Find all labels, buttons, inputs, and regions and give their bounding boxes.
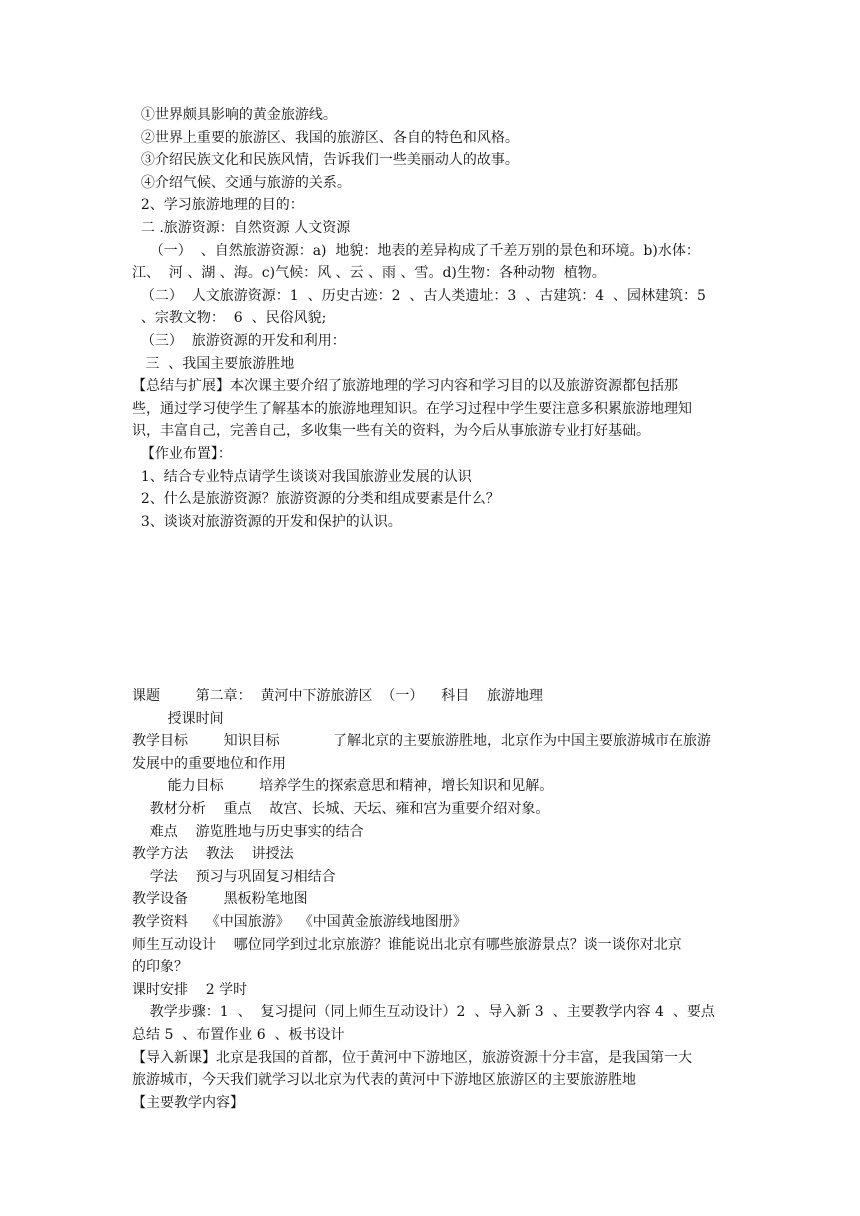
text-line: ④介绍气候、交通与旅游的关系。	[132, 174, 351, 191]
text-line: 教学资料 《中国旅游》 《中国黄金旅游线地图册》	[132, 913, 467, 930]
homework-heading: 【作业布置】：	[132, 445, 232, 462]
main-content-heading: 【主要教学内容】	[132, 1094, 244, 1111]
text-line: 授课时间	[132, 710, 224, 727]
homework-item: 1、结合专业特点请学生谈谈对我国旅游业发展的认识	[132, 468, 472, 485]
text-line: 总结 5 、布置作业 6 、板书设计	[132, 1026, 345, 1043]
text-line: 旅游城市，今天我们就学习以北京为代表的黄河中下游地区旅游区的主要旅游胜地	[132, 1072, 636, 1089]
lesson-content-top	[132, 104, 732, 533]
text-line: 课时安排 2 学时	[132, 981, 248, 998]
text-line: 些，通过学习使学生了解基本的旅游地理知识。在学习过程中学生要注意多积累旅游地理知	[132, 400, 692, 417]
text-line: 难点 游览胜地与历史事实的结合	[132, 823, 364, 840]
text-line: （一） 、自然旅游资源：a) 地貌：地表的差异构成了千差万别的景色和环境。b)水体：	[132, 242, 700, 259]
text-line: （二） 人文旅游资源：1 、历史古迹：2 、古人类遗址：3 、古建筑：4 、园林建筑：5	[132, 287, 706, 304]
text-line: 发展中的重要地位和作用	[132, 755, 286, 772]
text-line: 教学目标 知识目标 了解北京的主要旅游胜地，北京作为中国主要旅游城市在旅游	[132, 733, 712, 750]
text-line: 教学方法 教法 讲授法	[132, 846, 294, 863]
text-line: 二 .旅游资源：自然资源 人文资源	[132, 219, 351, 236]
summary-heading-line: 【总结与扩展】本次课主要介绍了旅游地理的学习内容和学习目的以及旅游资源都包括那	[132, 378, 678, 395]
text-line: 2、学习旅游地理的目的：	[132, 197, 304, 214]
text-line: 教学设备 黑板粉笔地图	[132, 891, 308, 908]
text-line: 三 、我国主要旅游胜地	[132, 355, 295, 372]
lesson-plan-bottom	[132, 685, 732, 1114]
homework-item: 2、什么是旅游资源？旅游资源的分类和组成要素是什么？	[132, 491, 500, 508]
text-line: （三） 旅游资源的开发和利用：	[132, 332, 346, 349]
text-line: 江、 河 、湖 、海。c)气候：风 、云 、雨 、雪。d)生物：各种动物 植物。	[132, 265, 606, 282]
text-line: 能力目标 培养学生的探索意思和精神，增长知识和见解。	[132, 778, 554, 795]
text-line: ①世界颇具影响的黄金旅游线。	[132, 107, 337, 123]
text-line: 师生互动设计 哪位同学到过北京旅游？谁能说出北京有哪些旅游景点？谈一谈你对北京	[132, 936, 682, 953]
text-line: 教材分析 重点 故宫、长城、天坛、雍和宫为重要介绍对象。	[132, 800, 550, 817]
text-line: 学法 预习与巩固复习相结合	[132, 868, 336, 885]
text-line: 教学步骤：1 、 复习提问（同上师生互动设计）2 、导入新 3 、主要教学内容 4 、要点	[132, 1004, 715, 1021]
text-line: 的印象？	[132, 959, 188, 976]
text-line: ③介绍民族文化和民族风情，告诉我们一些美丽动人的故事。	[132, 152, 519, 169]
lesson-title-line: 课题 第二章： 黄河中下游旅游区 （一） 科目 旅游地理	[132, 688, 544, 704]
text-line: 识，丰富自己，完善自己，多收集一些有关的资料，为今后从事旅游专业打好基础。	[132, 423, 650, 440]
homework-item: 3、谈谈对旅游资源的开发和保护的认识。	[132, 513, 402, 530]
text-line: ②世界上重要的旅游区、我国的旅游区、各自的特色和风格。	[132, 129, 519, 146]
text-line: 、宗教文物： 6 、民俗风貌;	[132, 310, 327, 327]
intro-heading-line: 【导入新课】北京是我国的首都，位于黄河中下游地区，旅游资源十分丰富，是我国第一大	[132, 1049, 692, 1066]
